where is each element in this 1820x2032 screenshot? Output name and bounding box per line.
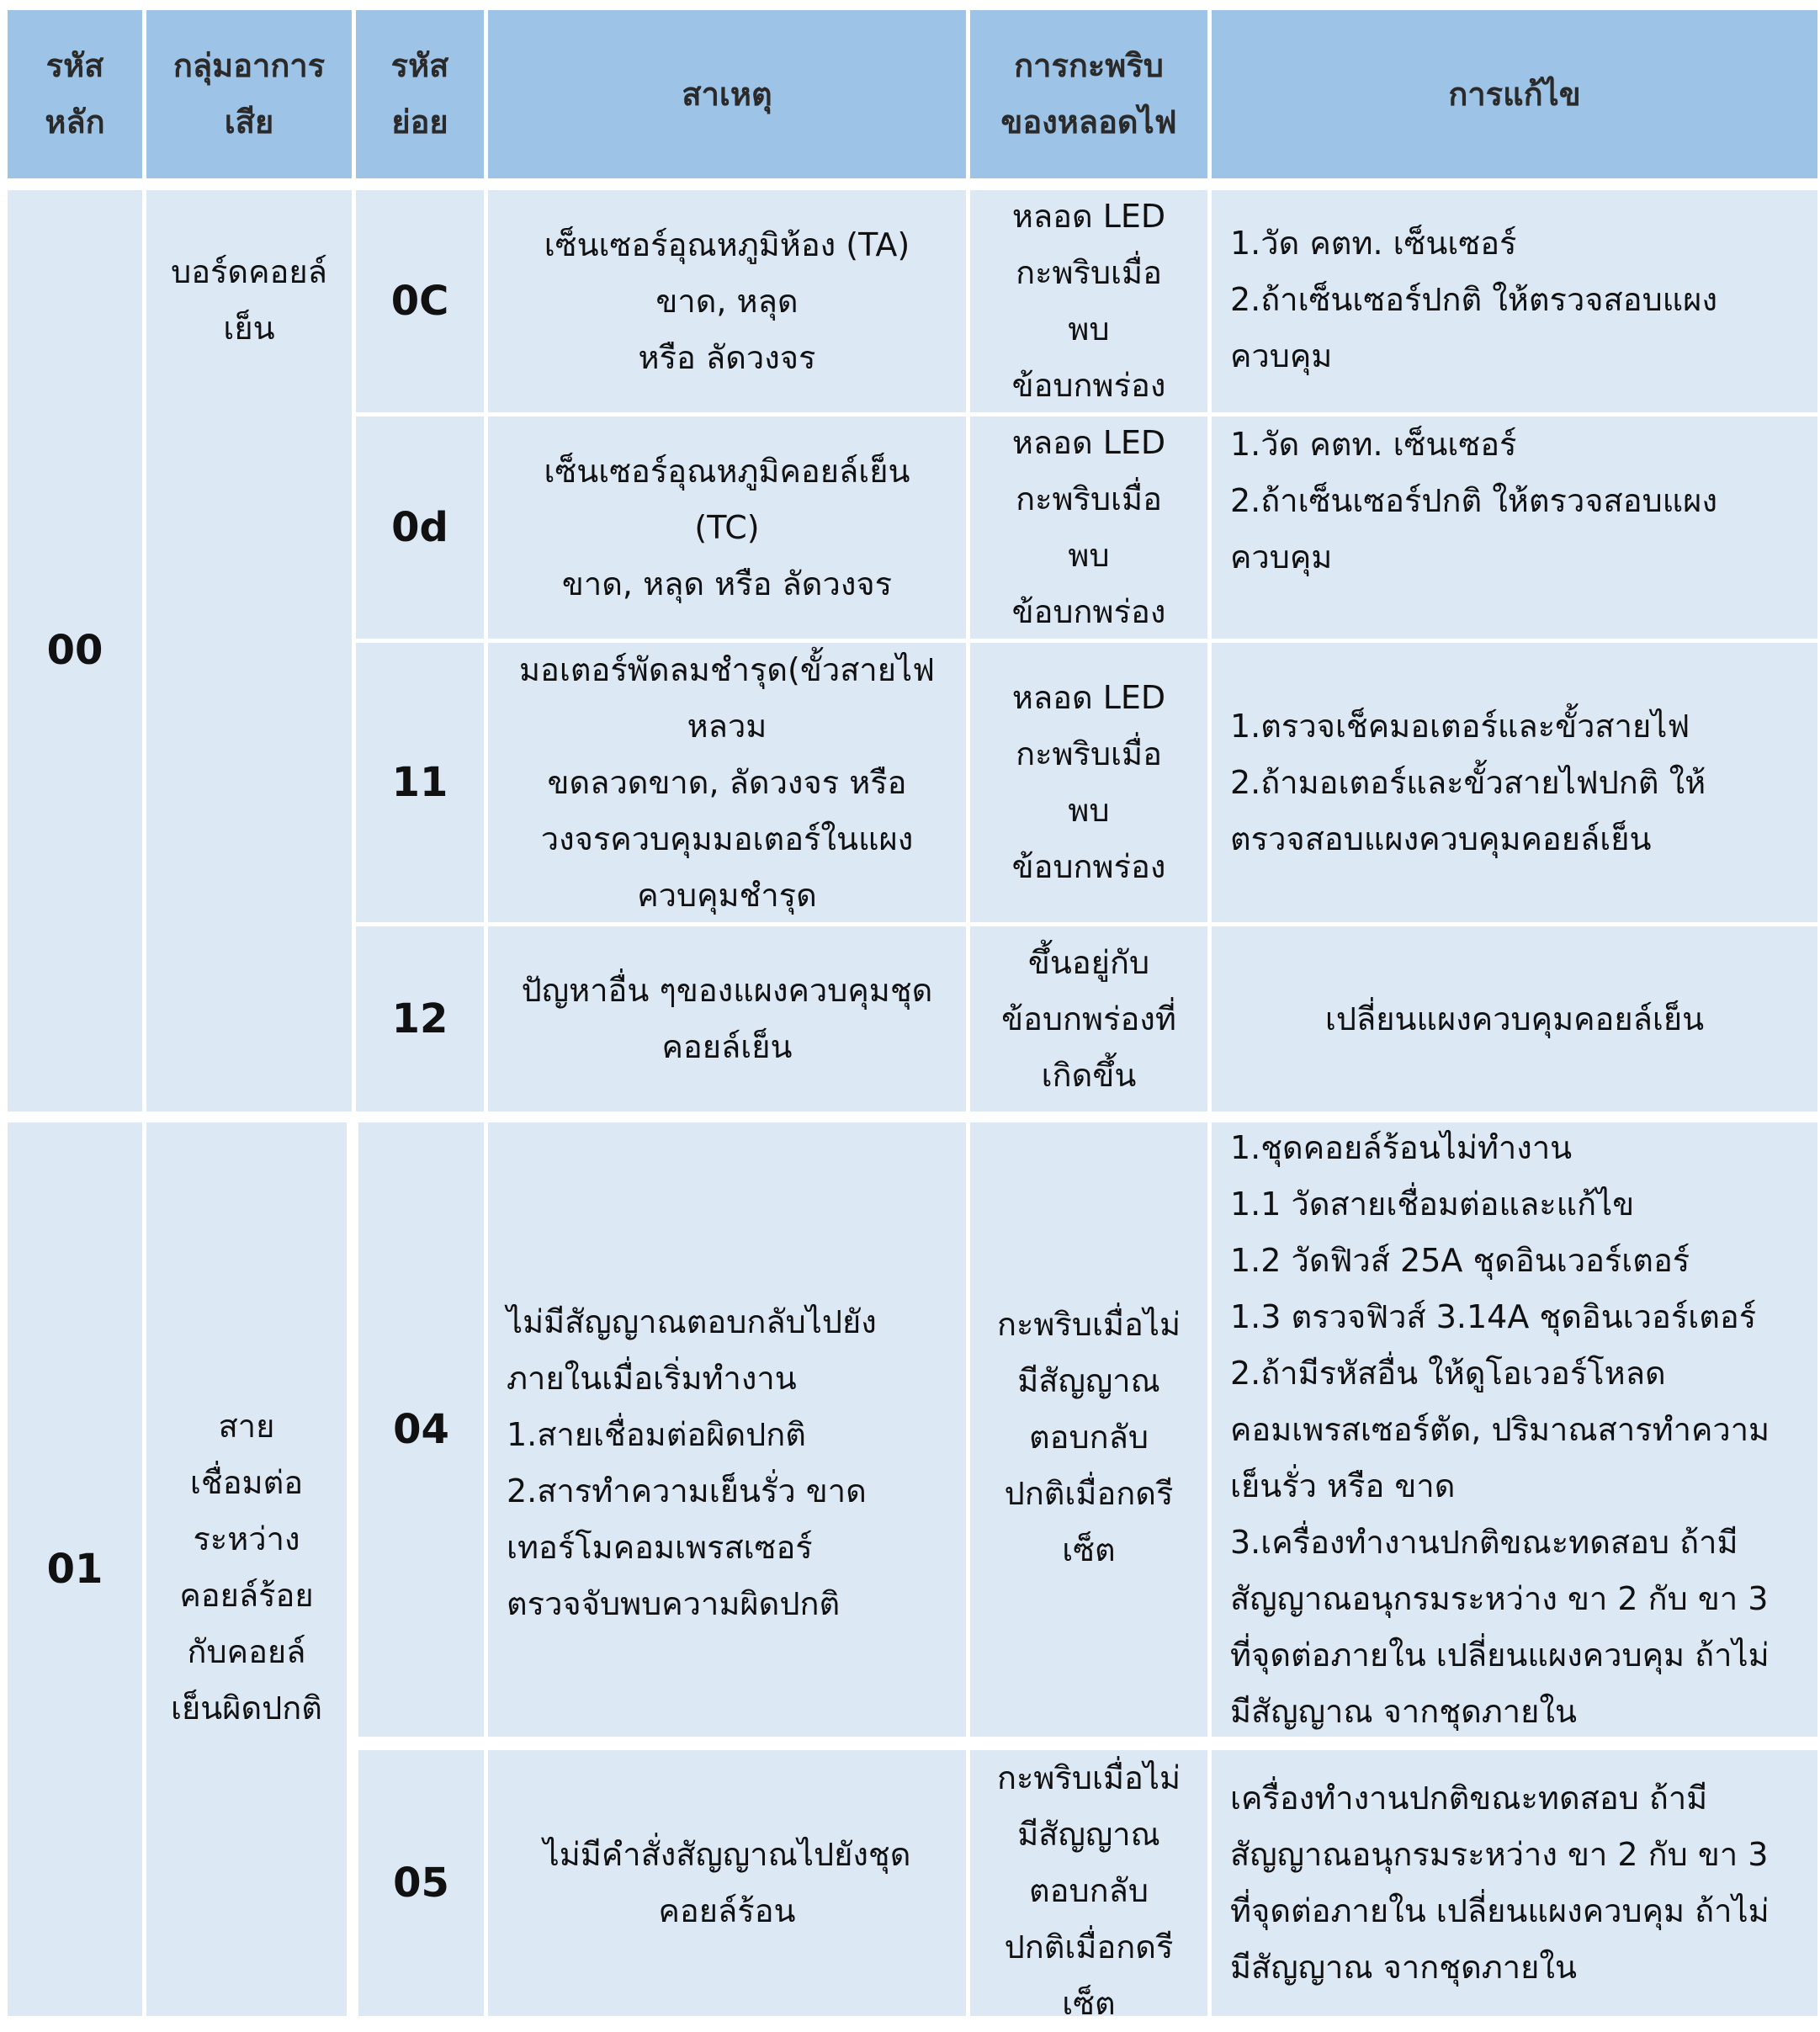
fix-cell: เปลี่ยนแผงควบคุมคอยล์เย็น [1212,926,1817,1111]
sub-code-cell: 05 [358,1750,484,2016]
blink-cell: หลอด LED กะพริบเมื่อ พบ ข้อบกพร่อง [970,416,1207,639]
header-main-code: รหัส หลัก [8,10,142,178]
sub-code-cell: 0C [356,190,484,412]
fix-cell: 1.วัด คตท. เซ็นเซอร์ 2.ถ้าเซ็นเซอร์ปกติ ให้ตรวจสอบแผง ควบคุม [1212,416,1817,639]
blink-cell: กะพริบเมื่อไม่ มีสัญญาณ ตอบกลับ ปกติเมื่อกดรี เซ็ต [970,1750,1207,2016]
header-blink: การกะพริบ ของหลอดไฟ [970,10,1207,178]
blink-cell: หลอด LED กะพริบเมื่อ พบ ข้อบกพร่อง [970,643,1207,922]
cause-cell: มอเตอร์พัดลมชำรุด(ขั้วสายไฟ หลวม ขดลวดขาด, ลัดวงจร หรือ วงจรควบคุมมอเตอร์ในแผง ควบคุมชำรุด [488,643,966,922]
fix-cell: 1.วัด คตท. เซ็นเซอร์ 2.ถ้าเซ็นเซอร์ปกติ ให้ตรวจสอบแผง ควบคุม [1212,190,1817,412]
fix-cell: 1.ชุดคอยล์ร้อนไม่ทำงาน 1.1 วัดสายเชื่อมต่อและแก้ไข 1.2 วัดฟิวส์ 25A ชุดอินเวอร์เตอร์ 1.3 ตรวจฟิวส์ 3.14A ชุดอินเวอร์เตอร์ 2.ถ้ามีรหัสอื่น ให้ดูโอเวอร์โหลด คอมเพรสเซอร์ตัด, ปริมาณสารทำความ เย็นรั่ว หรือ ขาด 3.เครื่องทำงานปกติขณะทดสอบ ถ้ามี สัญญาณอนุกรมระหว่าง ขา 2 กับ ขา 3 ที่จุดต่อภายใน เปลี่ยนแผงควบคุม ถ้าไม่ มีสัญญาณ จากชุดภายใน [1212,1122,1817,1737]
header-fix: การแก้ไข [1212,10,1817,178]
fix-cell: 1.ตรวจเช็คมอเตอร์และขั้วสายไฟ 2.ถ้ามอเตอร์และขั้วสายไฟปกติ ให้ ตรวจสอบแผงควบคุมคอยล์เย็น [1212,643,1817,922]
sub-code-cell: 04 [358,1122,484,1737]
sub-code-cell: 0d [356,416,484,639]
group-cell: บอร์ดคอยล์ เย็น [146,190,352,1111]
sub-code-cell: 11 [356,643,484,922]
cause-cell: เซ็นเซอร์อุณหภูมิคอยล์เย็น (TC) ขาด, หลุด หรือ ลัดวงจร [488,416,966,639]
header-sub-code: รหัส ย่อย [356,10,484,178]
group-cell: สาย เชื่อมต่อ ระหว่าง คอยล์ร้อย กับคอยล์ เย็นผิดปกติ [146,1122,347,2016]
cause-cell: ปัญหาอื่น ๆของแผงควบคุมชุด คอยล์เย็น [488,926,966,1111]
blink-cell: หลอด LED กะพริบเมื่อ พบ ข้อบกพร่อง [970,190,1207,412]
main-code-cell: 00 [8,190,142,1111]
blink-cell: ขึ้นอยู่กับ ข้อบกพร่องที่ เกิดขึ้น [970,926,1207,1111]
cause-cell: เซ็นเซอร์อุณหภูมิห้อง (TA) ขาด, หลุด หรือ ลัดวงจร [488,190,966,412]
header-group: กลุ่มอาการ เสีย [146,10,352,178]
cause-cell: ไม่มีสัญญาณตอบกลับไปยัง ภายในเมื่อเริ่มทำงาน 1.สายเชื่อมต่อผิดปกติ 2.สารทำความเย็นรั่ว ขาด เทอร์โมคอมเพรสเซอร์ ตรวจจับพบความผิดปกติ [488,1122,966,1737]
sub-code-cell: 12 [356,926,484,1111]
fix-cell: เครื่องทำงานปกติขณะทดสอบ ถ้ามี สัญญาณอนุกรมระหว่าง ขา 2 กับ ขา 3 ที่จุดต่อภายใน เปลี่ยนแผงควบคุม ถ้าไม่ มีสัญญาณ จากชุดภายใน [1212,1750,1817,2016]
cause-cell: ไม่มีคำสั่งสัญญาณไปยังชุด คอยล์ร้อน [488,1750,966,2016]
header-cause: สาเหตุ [488,10,966,178]
blink-cell: กะพริบเมื่อไม่ มีสัญญาณ ตอบกลับ ปกติเมื่อกดรี เซ็ต [970,1122,1207,1737]
main-code-cell: 01 [8,1122,142,2016]
